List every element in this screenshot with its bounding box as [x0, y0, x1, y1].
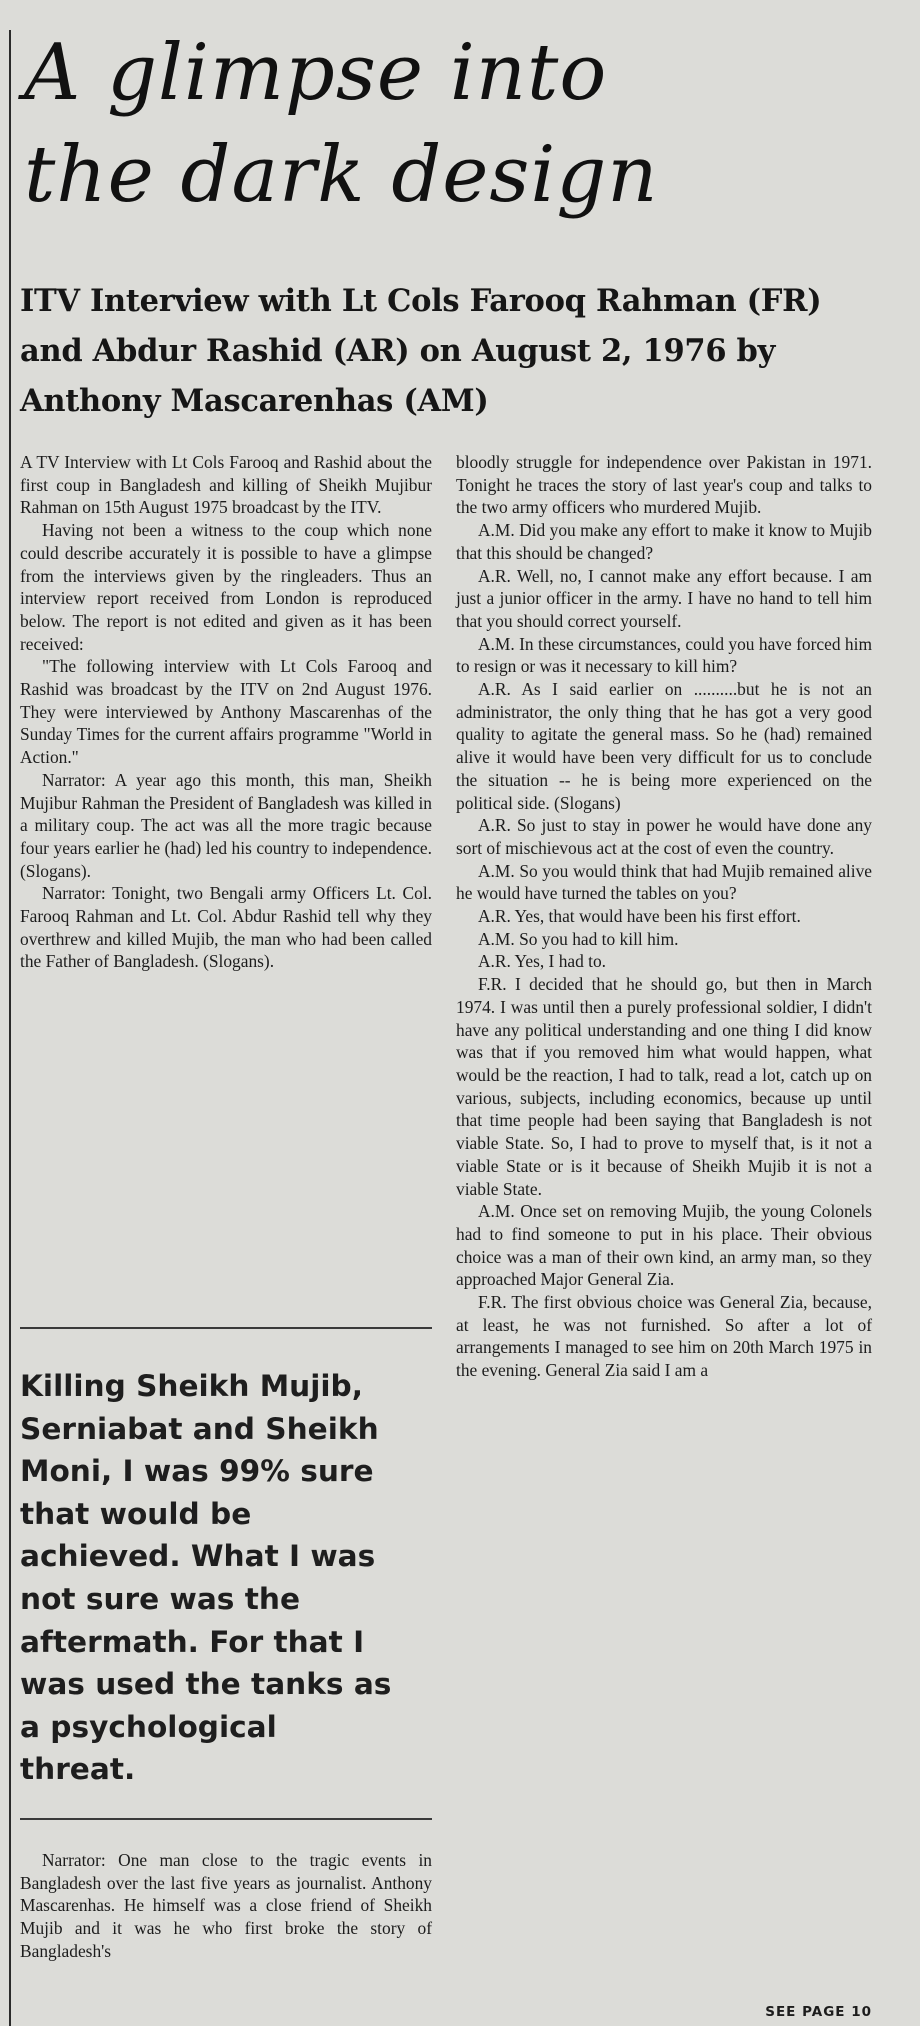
subheadline-line: Anthony Mascarenhas (AM) [20, 383, 489, 419]
headline-line: the dark design [24, 130, 659, 220]
see-page-jump-line: SEE PAGE 10 [765, 2004, 872, 2020]
article-paragraph: A.R. Yes, that would have been his first effort. [478, 906, 801, 927]
pull-quote-line: not sure was the [20, 1581, 301, 1616]
article-paragraph: Narrator: A year ago this month, this man, Sheikh Mujibur Rahman the President of Bangladesh was killed in a military coup. The act was all the more tragic because four years earlier he (had) led his country to independence. (Slogans). [20, 769, 432, 881]
article-paragraph: A.M. Once set on removing Mujib, the young Colonels had to find someone to put in his place. Their obvious choice was a man of their own kind, an army man, so they approached Major General Zia. [456, 1201, 872, 1290]
pull-quote-bottom-rule [20, 1818, 432, 1820]
article-paragraph: "The following interview with Lt Cols Farooq and Rashid was broadcast by the ITV on 2nd August 1976. They were interviewed by Anthony Mascarenhas of the Sunday Times for the current affairs programme "World in Action." [20, 656, 432, 768]
article-paragraph: Narrator: Tonight, two Bengali army Officers Lt. Col. Farooq Rahman and Lt. Col. Abdur Rashid tell why they overthrew and killed Mujib, the man who had been called the Father of Bangladesh. (Slogans). [20, 883, 432, 972]
pull-quote-line: threat. [20, 1752, 136, 1787]
left-column-rule [9, 30, 11, 2026]
article-column-right [456, 451, 872, 1382]
article-paragraph: bloodly struggle for independence over Pakistan in 1971. Tonight he traces the story of last year's coup and talks to the two army officers who murdered Mujib. [456, 452, 872, 518]
article-paragraph: A.M. So you had to kill him. [478, 928, 679, 949]
article-paragraph: Having not been a witness to the coup which none could describe accurately it is possible to have a glimpse from the interviews given by the ringleaders. Thus an interview report received from London is reproduced below. The report is not edited and given as it has been received: [20, 520, 432, 654]
pull-quote-top-rule [20, 1327, 432, 1329]
pull-quote-line: achieved. What I was [20, 1539, 376, 1574]
article-column-left [20, 451, 432, 973]
headline [24, 22, 904, 226]
pull-quote-line: a psychological [20, 1709, 277, 1744]
article-paragraph: A.M. In these circumstances, could you have forced him to resign or was it necessary to kill him? [456, 633, 872, 677]
article-paragraph: A.R. As I said earlier on ..........but he is not an administrator, the only thing that he has got a very good quality to agitate the general mass. So he (had) remained alive it would have been very difficult for us to conclude the situation -- he is being more experienced on the political side. (Slogans) [456, 679, 872, 813]
pull-quote-line: Serniabat and Sheikh [20, 1411, 379, 1446]
article-paragraph: A.M. So you would think that had Mujib remained alive he would have turned the tables on you? [456, 860, 872, 904]
pull-quote-line: Moni, I was 99% sure [20, 1454, 374, 1489]
pull-quote-line: was used the tanks as [20, 1667, 392, 1702]
article-paragraph: A.R. So just to stay in power he would have done any sort of mischievous act at the cost of even the country. [456, 815, 872, 858]
article-paragraph: A.R. Well, no, I cannot make any effort because. I am just a junior officer in the army. I have no hand to tell him that you should correct yourself. [456, 565, 872, 631]
article-paragraph: F.R. The first obvious choice was General Zia, because, at least, he was not furnished. So after a lot of arrangements I managed to see him on 20th March 1975 in the evening. General Zia said I am a [456, 1292, 872, 1381]
article-column-left-bottom [20, 1849, 432, 1963]
pull-quote-line: aftermath. For that I [20, 1624, 365, 1659]
subheadline [20, 276, 900, 426]
article-paragraph: F.R. I decided that he should go, but then in March 1974. I was until then a purely professional soldier, I didn't have any political understanding and one thing I did know was that if you removed him what would happen, what would be the reaction, I had to talk, read a lot, catch up on various, subjects, including economics, because up until that time people had been saying that Bangladesh is not viable State. So, I had to prove to myself that, is it not a viable State or is it because of Sheikh Mujib it is not a viable State. [456, 974, 872, 1199]
pull-quote-line: Killing Sheikh Mujib, [20, 1369, 363, 1403]
headline-line: A glimpse into [24, 28, 608, 118]
subheadline-line: ITV Interview with Lt Cols Farooq Rahman (FR) [20, 283, 822, 319]
article-paragraph: A.R. Yes, I had to. [478, 951, 607, 972]
article-paragraph: Narrator: One man close to the tragic events in Bangladesh over the last five years as journalist. Anthony Mascarenhas. He himself was a close friend of Sheikh Mujib and it was he who first broke the story of Bangladesh's [20, 1850, 432, 1961]
pull-quote-line: that would be [20, 1496, 252, 1531]
pull-quote [20, 1365, 432, 1791]
intro-paragraph: A TV Interview with Lt Cols Farooq and Rashid about the first coup in Bangladesh and killing of Sheikh Mujibur Rahman on 15th August 1975 broadcast by the ITV. [20, 452, 432, 518]
subheadline-line: and Abdur Rashid (AR) on August 2, 1976 by [20, 333, 776, 369]
article-paragraph: A.M. Did you make any effort to make it know to Mujib that this should be changed? [456, 520, 872, 563]
